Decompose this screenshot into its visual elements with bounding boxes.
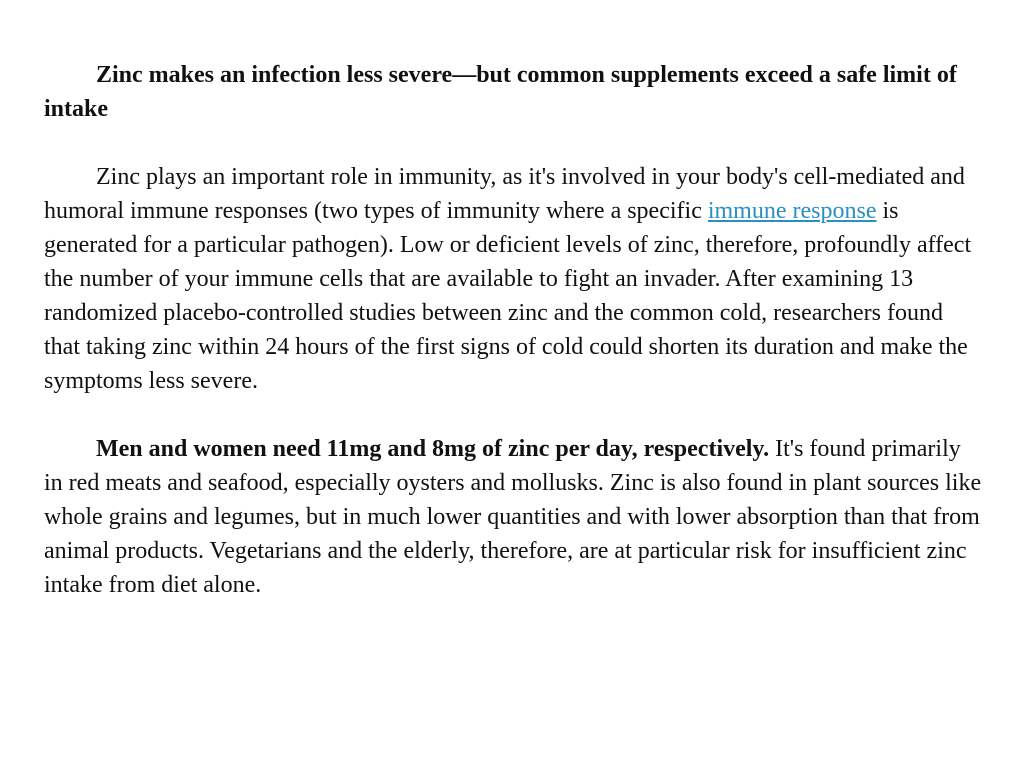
daily-intake-bold-lead: Men and women need 11mg and 8mg of zinc per day, respectively. [96, 436, 770, 462]
immune-response-link[interactable]: immune response [707, 198, 877, 224]
article-heading: Zinc makes an infection less severe—but common supplements exceed a safe limit of intake [44, 62, 957, 122]
paragraph-spacer [44, 398, 984, 432]
article-body [44, 58, 984, 602]
paragraph-daily-intake [44, 432, 984, 602]
paragraph-immunity-text-end: is generated for a particular pathogen). Low or deficient levels of zinc, therefore, profoundly affect the number of your immune cells that are available to fight an invader. After examining 13 randomized placebo-controlled studies between zinc and the common cold, researchers found that taking zinc within 24 hours of the first signs of cold could shorten its duration and make the symptoms less severe. [44, 198, 972, 394]
paragraph-spacer [44, 126, 984, 160]
paragraph-immunity-text-start: Zinc plays an important role in immunity, as it's involved in your body's cell-mediated and humoral immune responses (two types of immunity where a specific [44, 164, 965, 224]
paragraph-immunity [44, 160, 984, 398]
daily-intake-text: It's found primarily in red meats and seafood, especially oysters and mollusks. Zinc is also found in plant sources like whole grains and legumes, but in much lower quantities and with lower absorption than that from animal products. Vegetarians and the elderly, therefore, are at particular risk for insufficient zinc intake from diet alone. [44, 436, 982, 598]
